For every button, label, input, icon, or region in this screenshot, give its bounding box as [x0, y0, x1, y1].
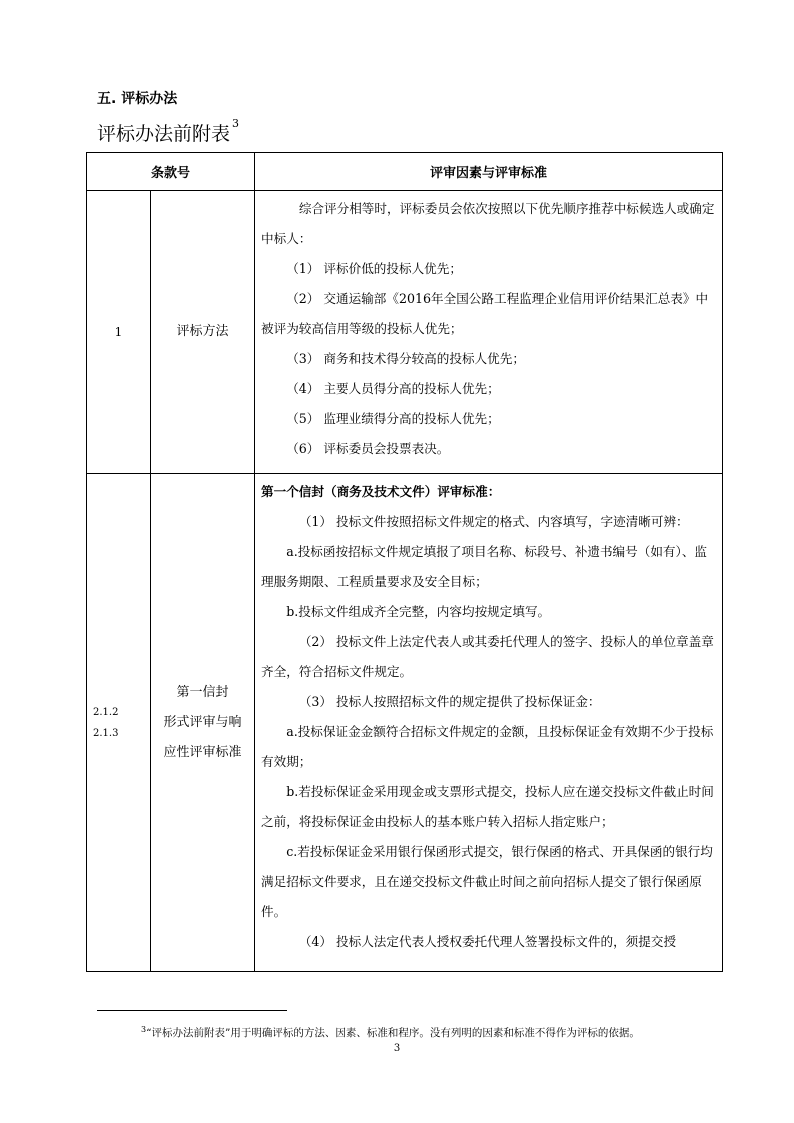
page-number: 3 — [393, 1043, 401, 1054]
content-paragraph: （1） 投标文件按照招标文件规定的格式、内容填写，字迹清晰可辨： — [298, 514, 689, 529]
content-paragraph: a.投标函按招标文件规定填报了项目名称、标段号、补遗书编号（如有）、监理服务期限、工程质量要求及安全目标； — [261, 544, 708, 589]
content-paragraph: 综合评分相等时，评标委员会依次按照以下优先顺序推荐中标候选人或确定中标人： — [261, 201, 715, 246]
row-name: 评标方法 — [151, 191, 255, 474]
table-row — [87, 474, 723, 972]
content-paragraph: （6） 评标委员会投票表决。 — [286, 441, 450, 456]
table-title-footnote-ref: 3 — [232, 117, 240, 130]
row-content — [255, 191, 723, 474]
content-paragraph: c.若投标保证金采用银行保函形式提交，银行保函的格式、开具保函的银行均满足招标文件要求，且在递交投标文件截止时间之前向招标人提交了银行保函原件。 — [261, 844, 713, 919]
row-number-line: 2.1.2 — [93, 706, 119, 718]
row-name — [151, 474, 255, 972]
content-heading: 第一个信封（商务及技术文件）评审标准： — [261, 484, 501, 499]
content-paragraph: （1） 评标价低的投标人优先； — [286, 261, 462, 276]
row-name-line: 第一信封 — [176, 684, 229, 700]
evaluation-table — [86, 152, 723, 972]
row-content — [255, 474, 723, 972]
footnote-text: “评标办法前附表”用于明确评标的方法、因素、标准和程序。没有列明的因素和标准不得作为评标的依据。 — [146, 1027, 640, 1039]
row-name-line: 形式评审与响 — [163, 714, 242, 730]
row-number: 1 — [87, 191, 151, 474]
header-clause-no: 条款号 — [87, 153, 255, 191]
content-paragraph: （3） 商务和技术得分较高的投标人优先； — [286, 351, 525, 366]
row-name-line: 应性评审标准 — [163, 744, 242, 760]
header-criteria: 评审因素与评审标准 — [255, 153, 723, 191]
row-number — [87, 474, 151, 972]
table-header-row — [87, 153, 723, 191]
table-row — [87, 191, 723, 474]
content-paragraph: b.若投标保证金采用现金或支票形式提交，投标人应在递交投标文件截止时间之前，将投标保证金由投标人的基本账户转入招标人指定账户； — [261, 784, 714, 829]
content-paragraph: b.投标文件组成齐全完整，内容均按规定填写。 — [286, 604, 551, 619]
content-paragraph: （3） 投标人按照招标文件的规定提供了投标保证金： — [298, 694, 601, 709]
content-paragraph: （4） 主要人员得分高的投标人优先； — [286, 381, 500, 396]
row-number-line: 2.1.3 — [93, 727, 119, 739]
footnote-ref: 3 — [141, 1025, 147, 1034]
content-paragraph: （4） 投标人法定代表人授权委托代理人签署投标文件的，须提交授 — [298, 934, 677, 949]
content-paragraph: （2） 投标文件上法定代表人或其委托代理人的签字、投标人的单位章盖章齐全，符合招标文件规定。 — [261, 634, 714, 679]
section-heading: 五. 评标办法 — [97, 91, 178, 107]
footnote-rule — [97, 1010, 287, 1011]
content-paragraph: a.投标保证金金额符合招标文件规定的金额，且投标保证金有效期不少于投标有效期； — [261, 724, 714, 769]
content-paragraph: （5） 监理业绩得分高的投标人优先； — [286, 411, 500, 426]
table-title-text: 评标办法前附表 — [97, 123, 231, 145]
table-title — [97, 119, 239, 146]
footnote — [141, 1025, 640, 1040]
content-paragraph: （2） 交通运输部《2016年全国公路工程监理企业信用评价结果汇总表》中被评为较高信用等级的投标人优先； — [261, 291, 709, 336]
